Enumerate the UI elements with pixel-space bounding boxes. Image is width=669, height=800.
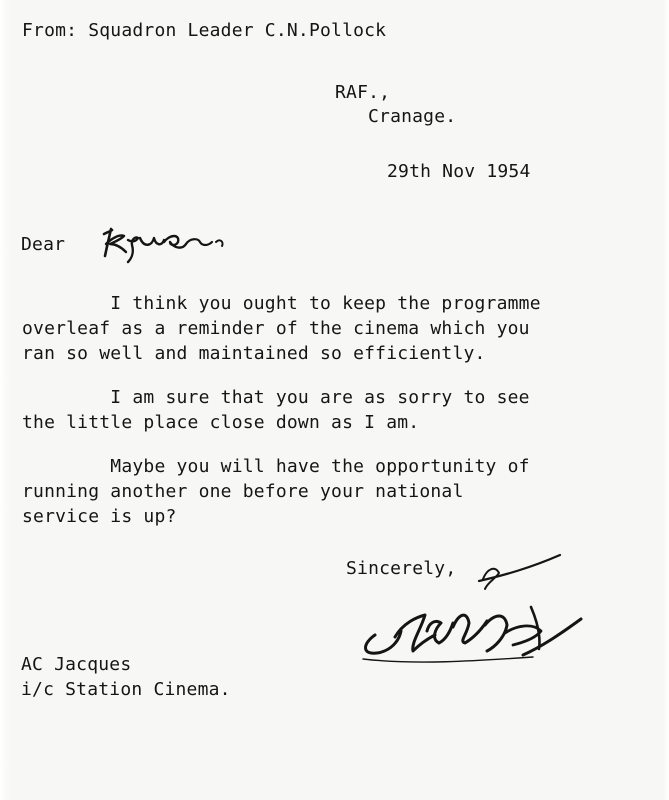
recipient-role: i/c Station Cinema.	[21, 679, 231, 700]
paper-edge-left	[0, 0, 10, 800]
body-paragraph-1: I think you ought to keep the programme overleaf as a reminder of the cinema which you ran so well and maintained so efficiently.	[22, 293, 541, 364]
author-signature	[355, 543, 595, 678]
letter-date: 29th Nov 1954	[387, 161, 531, 182]
sender-line: From: Squadron Leader C.N.Pollock	[22, 20, 387, 41]
closing: Sincerely,	[346, 558, 457, 579]
body-paragraph-2: I am sure that you are as sorry to see the little place close down as I am.	[22, 387, 530, 433]
salutation-label: Dear	[21, 234, 66, 255]
paper-edge-right	[663, 0, 669, 800]
body-paragraph-3: Maybe you will have the opportunity of running another one before your national service is up?	[22, 456, 530, 527]
address-line-1: RAF.,	[335, 82, 391, 103]
handwritten-salutation-signature	[98, 212, 228, 264]
recipient-name: AC Jacques	[21, 654, 132, 675]
address-line-2: Cranage.	[368, 106, 457, 127]
